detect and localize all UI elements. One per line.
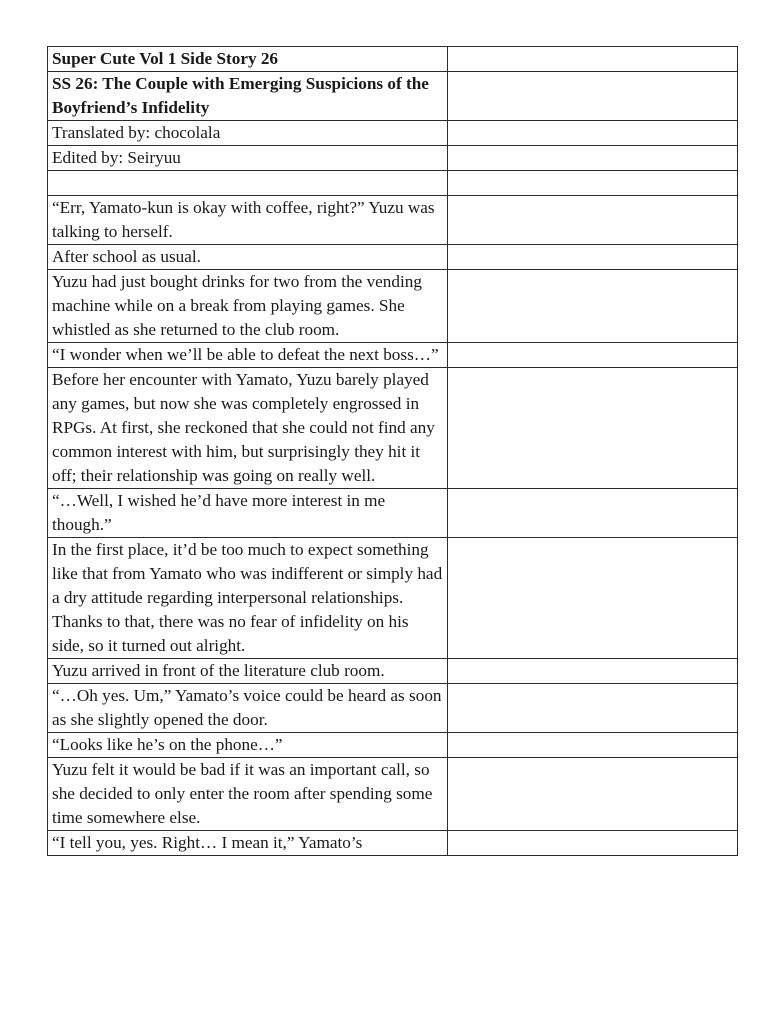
- text-cell: Yuzu felt it would be bad if it was an important call, so she decided to only enter the room after spending some time somewhere else.: [48, 758, 448, 831]
- table-row: [48, 343, 738, 368]
- empty-cell: [448, 659, 738, 684]
- empty-cell: [448, 368, 738, 489]
- empty-cell: [448, 733, 738, 758]
- table-row: [48, 684, 738, 733]
- text-cell: “Err, Yamato-kun is okay with coffee, right?” Yuzu was talking to herself.: [48, 196, 448, 245]
- text-cell: “…Well, I wished he’d have more interest in me though.”: [48, 489, 448, 538]
- table-row: [48, 489, 738, 538]
- empty-cell: [448, 758, 738, 831]
- text-cell: After school as usual.: [48, 245, 448, 270]
- empty-cell: [448, 196, 738, 245]
- table-row: [48, 538, 738, 659]
- empty-cell: [448, 72, 738, 121]
- table-row: [48, 245, 738, 270]
- table-row: [48, 270, 738, 343]
- table-row: [48, 146, 738, 171]
- table-row: [48, 831, 738, 856]
- blank-cell: [48, 171, 448, 196]
- translation-table: [47, 46, 738, 856]
- table-row: [48, 733, 738, 758]
- table-row: [48, 758, 738, 831]
- empty-cell: [448, 171, 738, 196]
- table-row: [48, 171, 738, 196]
- text-cell: Before her encounter with Yamato, Yuzu barely played any games, but now she was completely engrossed in RPGs. At first, she reckoned that she could not find any common interest with him, but surprisingly they hit it off; their relationship was going on really well.: [48, 368, 448, 489]
- empty-cell: [448, 47, 738, 72]
- table-row: [48, 47, 738, 72]
- text-cell: In the first place, it’d be too much to expect something like that from Yamato who was indifferent or simply had a dry attitude regarding interpersonal relationships. Thanks to that, there was no fear of infidelity on his side, so it turned out alright.: [48, 538, 448, 659]
- table-row: [48, 368, 738, 489]
- text-cell: “I wonder when we’ll be able to defeat the next boss…”: [48, 343, 448, 368]
- table-row: [48, 121, 738, 146]
- table-row: [48, 72, 738, 121]
- chapter-title-cell: SS 26: The Couple with Emerging Suspicions of the Boyfriend’s Infidelity: [48, 72, 448, 121]
- text-cell: Yuzu arrived in front of the literature club room.: [48, 659, 448, 684]
- text-cell: Yuzu had just bought drinks for two from the vending machine while on a break from playing games. She whistled as she returned to the club room.: [48, 270, 448, 343]
- table-row: [48, 659, 738, 684]
- text-cell: “…Oh yes. Um,” Yamato’s voice could be heard as soon as she slightly opened the door.: [48, 684, 448, 733]
- text-cell: “Looks like he’s on the phone…”: [48, 733, 448, 758]
- empty-cell: [448, 684, 738, 733]
- title-cell: Super Cute Vol 1 Side Story 26: [48, 47, 448, 72]
- empty-cell: [448, 146, 738, 171]
- table-body: [48, 47, 738, 856]
- empty-cell: [448, 489, 738, 538]
- empty-cell: [448, 121, 738, 146]
- empty-cell: [448, 245, 738, 270]
- empty-cell: [448, 831, 738, 856]
- empty-cell: [448, 538, 738, 659]
- translator-cell: Translated by: chocolala: [48, 121, 448, 146]
- empty-cell: [448, 270, 738, 343]
- empty-cell: [448, 343, 738, 368]
- text-cell: “I tell you, yes. Right… I mean it,” Yamato’s: [48, 831, 448, 856]
- editor-cell: Edited by: Seiryuu: [48, 146, 448, 171]
- table-row: [48, 196, 738, 245]
